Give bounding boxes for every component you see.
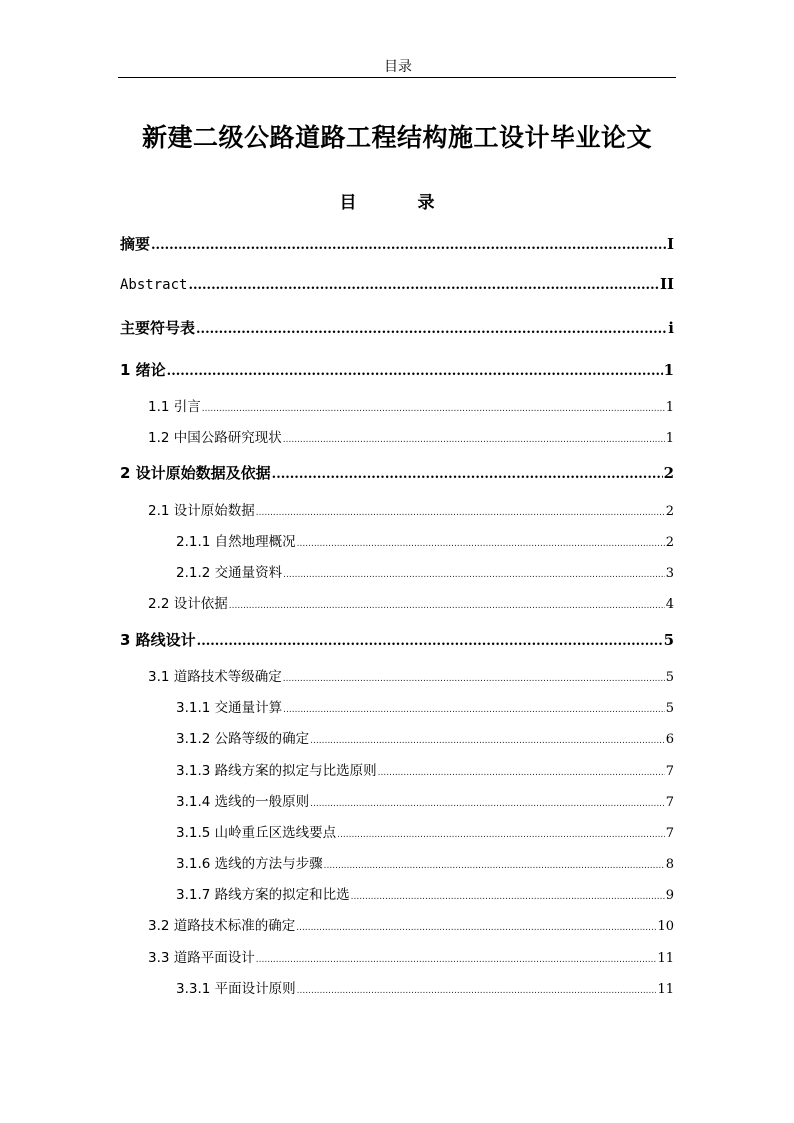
toc-entry[interactable] xyxy=(148,665,674,685)
toc-leader xyxy=(283,705,665,715)
toc-leader xyxy=(351,892,665,902)
toc-entry-page: 6 xyxy=(665,732,674,747)
toc-leader xyxy=(283,435,665,445)
toc-leader xyxy=(337,830,665,840)
toc-leader xyxy=(296,923,656,933)
toc-entry[interactable] xyxy=(176,977,674,997)
toc-leader xyxy=(272,467,663,482)
toc-entry-label: 3.1.7 路线方案的拟定和比选 xyxy=(176,887,350,903)
toc-entry[interactable] xyxy=(176,821,674,841)
toc-leader xyxy=(202,404,665,414)
toc-entry-label: 2.1 设计原始数据 xyxy=(148,503,255,519)
toc-entry[interactable] xyxy=(120,317,674,338)
toc-entry-label: 3.1.2 公路等级的确定 xyxy=(176,731,310,747)
toc-entry[interactable] xyxy=(120,629,674,650)
header-rule xyxy=(118,77,676,78)
toc-entry-page: 7 xyxy=(665,795,674,810)
toc-entry-label: 2 设计原始数据及依据 xyxy=(120,464,271,482)
toc-entry-label: 3 路线设计 xyxy=(120,631,196,649)
toc-entry[interactable] xyxy=(176,883,674,903)
toc-leader xyxy=(324,861,665,871)
toc-entry[interactable] xyxy=(176,561,674,581)
toc-entry-page: 7 xyxy=(665,826,674,841)
running-header: 目录 xyxy=(384,59,412,75)
toc-leader xyxy=(197,634,663,649)
toc-entry-page: 1 xyxy=(665,400,674,415)
toc-entry-page: 4 xyxy=(665,597,674,612)
toc-leader xyxy=(151,238,666,253)
document-title: 新建二级公路道路工程结构施工设计毕业论文 xyxy=(141,123,652,152)
toc-entry-page: 10 xyxy=(657,919,674,934)
toc-entry-label: 2.2 设计依据 xyxy=(148,596,228,612)
toc-entry-label: 3.1.5 山岭重丘区选线要点 xyxy=(176,825,337,841)
toc-entry-label: 3.3 道路平面设计 xyxy=(148,950,255,966)
toc-entry-page: 11 xyxy=(657,982,674,997)
toc-entry-page: 8 xyxy=(665,857,674,872)
toc-entry[interactable] xyxy=(120,233,674,254)
toc-entry[interactable] xyxy=(148,946,674,966)
toc-leader xyxy=(297,986,657,996)
toc-entry-label: 3.1.3 路线方案的拟定与比选原则 xyxy=(176,763,377,779)
toc-leader xyxy=(310,736,665,746)
toc-entry-label: 1.2 中国公路研究现状 xyxy=(148,430,282,446)
toc-entry-page: 7 xyxy=(665,764,674,779)
toc-entry-page: 11 xyxy=(657,951,674,966)
toc-entry-label: 3.1.6 选线的方法与步骤 xyxy=(176,856,323,872)
toc-entry[interactable] xyxy=(148,499,674,519)
toc-leader xyxy=(196,322,667,337)
toc-entry-page: i xyxy=(668,319,674,337)
toc-entry-label: 摘要 xyxy=(120,235,151,253)
toc-leader xyxy=(188,278,659,293)
toc-entry-page: 5 xyxy=(665,701,674,716)
toc-leader xyxy=(283,674,665,684)
toc-leader xyxy=(283,570,665,580)
toc-entry-label: 3.2 道路技术标准的确定 xyxy=(148,918,296,934)
toc-entry-page: II xyxy=(659,275,674,293)
toc-entry-page: 2 xyxy=(663,464,674,482)
toc-entry-page: 1 xyxy=(665,431,674,446)
toc-entry-label: 3.1.1 交通量计算 xyxy=(176,700,283,716)
toc-entry-page: 2 xyxy=(665,535,674,550)
toc-entry-label: 1.1 引言 xyxy=(148,399,201,415)
toc-leader xyxy=(229,601,665,611)
toc-leader xyxy=(167,364,663,379)
toc-entry-label: 2.1.1 自然地理概况 xyxy=(176,534,296,550)
toc-entry[interactable] xyxy=(148,592,674,612)
toc-entry-page: I xyxy=(666,235,674,253)
toc-entry[interactable] xyxy=(120,462,674,483)
toc-entry[interactable] xyxy=(176,727,674,747)
toc-entry-page: 9 xyxy=(665,888,674,903)
toc-leader xyxy=(297,539,665,549)
toc-entry-label: 3.3.1 平面设计原则 xyxy=(176,981,296,997)
toc-leader xyxy=(378,768,665,778)
toc-entry-page: 1 xyxy=(663,361,674,379)
toc-entry[interactable] xyxy=(176,696,674,716)
toc-entry-page: 3 xyxy=(665,566,674,581)
toc-entry[interactable] xyxy=(176,759,674,779)
toc-entry[interactable] xyxy=(148,914,674,934)
toc-leader xyxy=(256,955,657,965)
toc-leader xyxy=(256,508,665,518)
toc-leader xyxy=(310,799,665,809)
toc-entry[interactable] xyxy=(176,852,674,872)
toc-entry-label: 2.1.2 交通量资料 xyxy=(176,565,283,581)
toc-entry-label: 3.1.4 选线的一般原则 xyxy=(176,794,310,810)
toc-entry[interactable] xyxy=(176,790,674,810)
toc-entry-label: 主要符号表 xyxy=(120,319,196,337)
toc-entry-label: 3.1 道路技术等级确定 xyxy=(148,669,282,685)
toc-entry-label: 1 绪论 xyxy=(120,361,166,379)
toc-entry[interactable] xyxy=(176,530,674,550)
toc-heading: 目 录 xyxy=(339,193,457,213)
toc-entry-page: 5 xyxy=(663,631,674,649)
toc-entry-page: 5 xyxy=(665,670,674,685)
toc-entry[interactable] xyxy=(120,359,674,380)
toc-entry[interactable] xyxy=(148,395,674,415)
toc-entry[interactable] xyxy=(120,275,674,293)
toc-entry-label: Abstract xyxy=(120,277,188,293)
toc-entry-page: 2 xyxy=(665,504,674,519)
toc-entry[interactable] xyxy=(148,426,674,446)
